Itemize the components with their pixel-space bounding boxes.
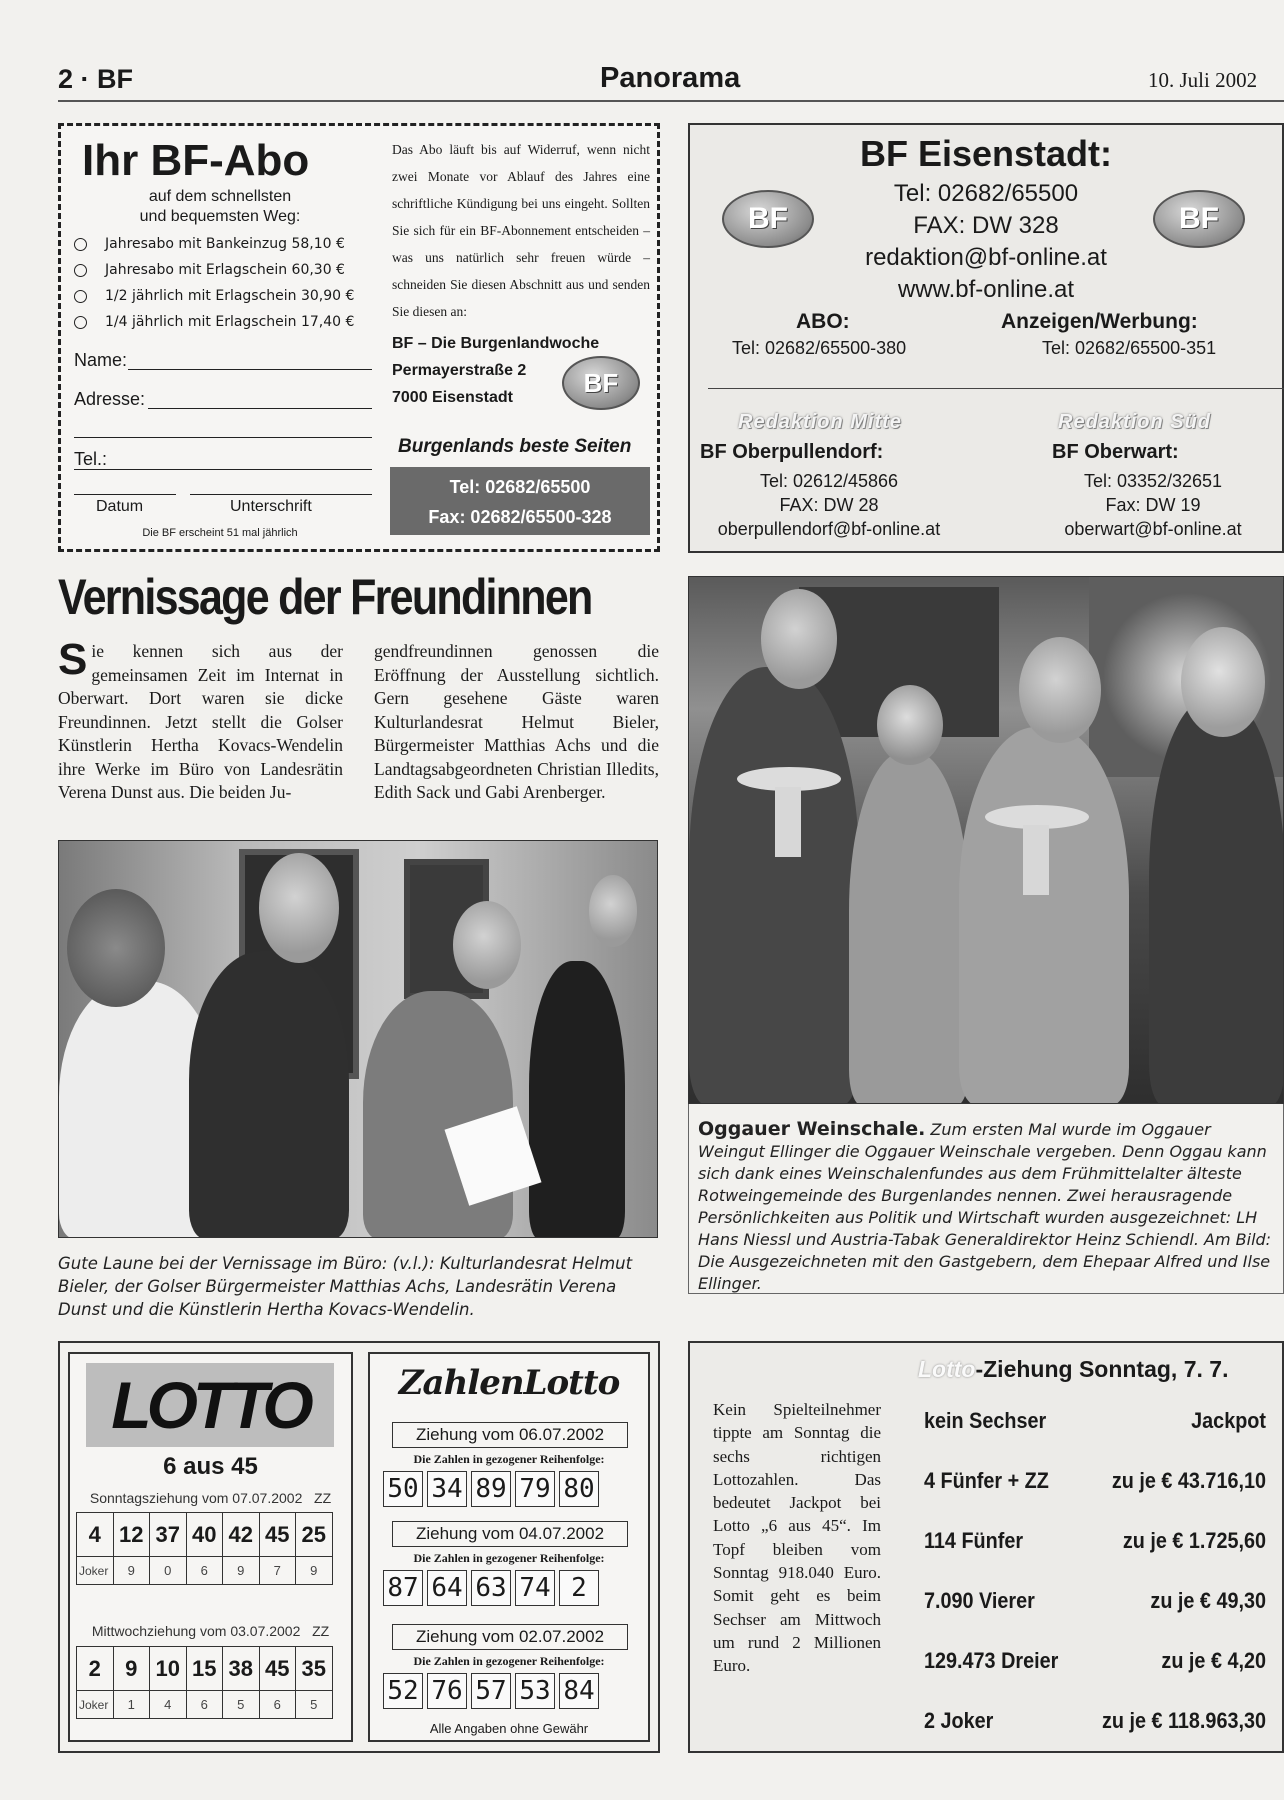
abo-option[interactable]: 1/2 jährlich mit Erlagschein 30,90 € bbox=[74, 288, 354, 304]
lotto-draw2-label: Mittwochziehung vom 03.07.2002 ZZ bbox=[91, 1623, 330, 1639]
payout-row: 129.473 Dreier zu je € 4,20 bbox=[924, 1648, 1266, 1673]
zahlenlotto-subline: Die Zahlen in gezogener Reihenfolge: bbox=[413, 1654, 605, 1668]
contact-rule bbox=[708, 388, 1284, 389]
bf-logo-icon: BF bbox=[722, 190, 814, 248]
section-title: Panorama bbox=[600, 62, 741, 94]
lotto-draw2-table: 2 9 10 15 38 45 35 Joker 1 4 6 5 6 5 bbox=[76, 1646, 333, 1719]
abo-option[interactable]: Jahresabo mit Bankeinzug 58,10 € bbox=[74, 236, 345, 252]
contact-fax: FAX: DW 328 bbox=[913, 212, 1059, 239]
radio-circle-icon[interactable] bbox=[74, 290, 87, 303]
abo-subtitle-2: und bequemsten Weg: bbox=[139, 208, 301, 225]
payout-row: kein Sechser Jackpot bbox=[924, 1408, 1266, 1433]
ziehung-title: Lotto-Ziehung Sonntag, 7. 7. bbox=[918, 1356, 1229, 1382]
radio-circle-icon[interactable] bbox=[74, 238, 87, 251]
bf-logo-icon: BF bbox=[1153, 190, 1245, 248]
bf-logo-icon: BF bbox=[562, 356, 640, 410]
contact-tel: Tel: 02682/65500 bbox=[893, 180, 1079, 207]
branch-oberwart-details: Tel: 03352/32651 Fax: DW 19 oberwart@bf-online.at bbox=[1064, 471, 1242, 539]
zahlenlotto-draw-label: Ziehung vom 02.07.2002 bbox=[392, 1624, 628, 1650]
abo-title: Ihr BF-Abo bbox=[82, 136, 310, 185]
redaktion-sued-label: Redaktion Süd bbox=[1058, 411, 1212, 433]
abo-signature-line[interactable] bbox=[190, 494, 372, 495]
payout-row: 114 Fünfer zu je € 1.725,60 bbox=[924, 1528, 1266, 1553]
zahlenlotto-logo: ZahlenLotto bbox=[398, 1363, 620, 1403]
abo-address-line-2[interactable] bbox=[74, 437, 372, 438]
ads-label: Anzeigen/Werbung: bbox=[1001, 310, 1198, 333]
zahlenlotto-subline: Die Zahlen in gezogener Reihenfolge: bbox=[413, 1452, 605, 1466]
abo-address-label: Adresse: bbox=[74, 389, 146, 409]
article-column-1: Sie kennen sich aus der gemeinsamen Zeit im Internat in Oberwart. Dort waren sie dicke Freundinnen. Jetzt stellt die Golser Künstlerin Hertha Kovacs-Wendelin ihre Werke im Büro von Landesrätin Verena Dunst aus. Die beiden Ju- bbox=[58, 635, 343, 802]
ads-tel: Tel: 02682/65500-351 bbox=[1042, 338, 1217, 358]
radio-circle-icon[interactable] bbox=[74, 316, 87, 329]
zahlenlotto-draw-label: Ziehung vom 06.07.2002 bbox=[392, 1422, 628, 1448]
vernissage-photo bbox=[58, 840, 658, 1238]
article-column-2: gendfreundinnen genossen die Eröffnung der Ausstellung sichtlich. Gern gesehene Gäste waren Kulturlandesrat Helmut Bieler, Bürgermeister Matthias Achs und die Landtagsabgeordneten Christian Illedits, Edith Sack und Gabi Arenberger. bbox=[374, 641, 659, 802]
payout-row: 2 Joker zu je € 118.963,30 bbox=[924, 1708, 1266, 1733]
zahlenlotto-draw-label: Ziehung vom 04.07.2002 bbox=[392, 1521, 628, 1547]
abo-address-line[interactable] bbox=[148, 408, 372, 409]
branch-oberpullendorf-details: Tel: 02612/45866 FAX: DW 28 oberpullendorf@bf-online.at bbox=[717, 471, 941, 539]
abo-name-line[interactable] bbox=[128, 369, 372, 370]
drop-cap: S bbox=[58, 635, 88, 684]
redaktion-mitte-label: Redaktion Mitte bbox=[738, 411, 902, 433]
abo-footnote: Die BF erscheint 51 mal jährlich bbox=[142, 527, 298, 539]
contact-web[interactable]: www.bf-online.at bbox=[897, 276, 1075, 303]
abo-label: ABO: bbox=[796, 310, 850, 333]
zahlenlotto-disclaimer: Alle Angaben ohne Gewähr bbox=[429, 1721, 589, 1736]
zahlenlotto-numbers: 87 64 63 74 2 bbox=[383, 1570, 599, 1606]
abo-slogan: Burgenlands beste Seiten bbox=[398, 436, 632, 457]
abo-name-label: Name: bbox=[74, 350, 128, 370]
payout-row: 4 Fünfer + ZZ zu je € 43.716,10 bbox=[924, 1468, 1266, 1493]
lotto-logo: LOTTO bbox=[86, 1363, 334, 1447]
abo-terms: Das Abo läuft bis auf Widerruf, wenn nicht zwei Monate vor Ablauf des Jahres eine schriftliche Kündigung bei uns eingeht. Sollten Sie sich für ein BF-Abonnement entscheiden – was uns natürlich sehr freuen würde – schneiden Sie diesen Abschnitt aus und senden Sie diesen an: bbox=[392, 142, 650, 319]
contact-email[interactable]: redaktion@bf-online.at bbox=[865, 244, 1107, 271]
zahlenlotto-numbers: 52 76 57 53 84 bbox=[383, 1673, 599, 1709]
abo-option[interactable]: 1/4 jährlich mit Erlagschein 17,40 € bbox=[74, 314, 354, 330]
abo-address: BF – Die Burgenlandwoche Permayerstraße 2 7000 Eisenstadt bbox=[392, 335, 600, 406]
article-headline: Vernissage der Freundinnen bbox=[58, 569, 592, 625]
abo-contact-box: Tel: 02682/65500 Fax: 02682/65500-328 bbox=[390, 467, 650, 535]
issue-date: 10. Juli 2002 bbox=[1148, 68, 1258, 92]
page-number: 2 · BF bbox=[58, 64, 134, 94]
weinschale-caption: Oggauer Weinschale. Zum ersten Mal wurde im Oggauer Weingut Ellinger die Oggauer Weinschale vergeben. Denn Oggau kann sich dank eines Weinschalenfundes aus dem Frühmittelalter älteste Rotweingemeinde des Burgenlandes nennen. Zwei herausragende Persönlichkeiten aus Politik und Wirtschaft wurden ausgezeichnet: LH Hans Niessl und Austria-Tabak Generaldirektor Heinz Schiendl. Am Bild: Die Ausgezeichneten mit den Gastgebern, dem Ehepaar Alfred und Ilse Ellinger. bbox=[698, 1118, 1272, 1293]
abo-date-line[interactable] bbox=[74, 494, 176, 495]
abo-date-label: Datum bbox=[96, 498, 144, 515]
abo-tel-label: Tel.: bbox=[74, 449, 108, 469]
header-rule bbox=[58, 100, 1284, 102]
abo-tel: Tel: 02682/65500-380 bbox=[732, 338, 907, 358]
lotto-draw1-table: 4 12 37 40 42 45 25 Joker 9 0 6 9 7 9 bbox=[76, 1512, 333, 1585]
branch-oberwart: BF Oberwart: bbox=[1052, 441, 1179, 463]
payout-row: 7.090 Vierer zu je € 49,30 bbox=[924, 1588, 1266, 1613]
ziehung-text: Kein Spielteilnehmer tippte am Sonntag die sechs richtigen Lottozahlen. Das bedeutet Jackpot bei Lotto „6 aus 45“. Im Topf bleiben vom Sonntag 918.040 Euro. Somit geht es beim Sechser am Mittwoch um rund 2 Millionen Euro. bbox=[713, 1400, 881, 1676]
branch-oberpullendorf: BF Oberpullendorf: bbox=[700, 441, 884, 463]
zahlenlotto-numbers: 50 34 89 79 80 bbox=[383, 1471, 599, 1507]
radio-circle-icon[interactable] bbox=[74, 264, 87, 277]
abo-signature-label: Unterschrift bbox=[230, 498, 312, 515]
abo-option[interactable]: Jahresabo mit Erlagschein 60,30 € bbox=[74, 262, 345, 278]
lotto-draw1-label: Sonntagsziehung vom 07.07.2002 ZZ bbox=[89, 1490, 332, 1506]
abo-blank-line[interactable] bbox=[74, 469, 372, 470]
zahlenlotto-subline: Die Zahlen in gezogener Reihenfolge: bbox=[413, 1551, 605, 1565]
contact-title: BF Eisenstadt: bbox=[859, 133, 1113, 174]
lotto-subtitle: 6 aus 45 bbox=[163, 1453, 258, 1480]
weinschale-photo bbox=[688, 576, 1284, 1104]
vernissage-caption: Gute Laune bei der Vernissage im Büro: (v.l.): Kulturlandesrat Helmut Bieler, der Golser Bürgermeister Matthias Achs, Landesrätin Verena Dunst und die Künstlerin Hertha Kovacs-Wendelin. bbox=[58, 1254, 633, 1319]
abo-subtitle-1: auf dem schnellsten bbox=[148, 188, 292, 205]
